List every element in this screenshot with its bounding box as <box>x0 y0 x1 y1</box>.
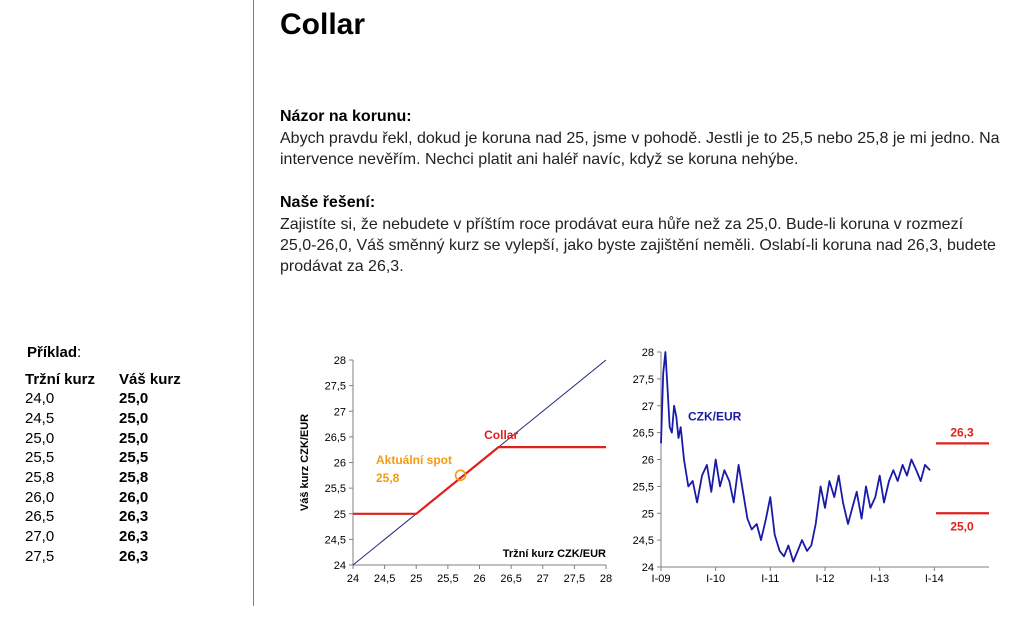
y-tick-label: 25 <box>333 508 346 521</box>
x-tick-label: I-12 <box>815 573 835 585</box>
table-row <box>25 527 205 547</box>
market-rate-cell: 25,0 <box>25 429 55 447</box>
view-heading: Názor na korunu: <box>280 108 412 125</box>
y-tick-label: 25 <box>641 508 654 521</box>
x-tick-label: I-13 <box>870 573 890 585</box>
example-label <box>27 344 81 361</box>
y-tick-label: 24 <box>641 562 654 574</box>
y-tick-label: 26,5 <box>632 427 654 440</box>
history-chart <box>624 340 1000 590</box>
market-rate-cell: 27,5 <box>25 547 55 565</box>
your-rate-cell: 25,8 <box>119 469 149 487</box>
y-tick-label: 26 <box>333 457 346 470</box>
solution-text: Zajistíte si, že nebudete v příštím roce prodávat eura hůře než za 25,0. Bude-li koruna v rozmezí 25,0-26,0, Váš směnný kurz se vylepší, jako byste zajištění neměli. Oslabí-li koruna nad 26,3, budete prodávat za 26,3. <box>280 216 996 275</box>
example-label-text: Příklad <box>27 344 78 361</box>
your-rate-cell: 26,3 <box>119 528 149 546</box>
y-tick-label: 24 <box>333 560 346 572</box>
x-tick-label: I-11 <box>761 573 780 585</box>
lower-reference-label: 25,0 <box>950 519 974 534</box>
table-row <box>25 507 205 527</box>
czk-eur-series-line <box>661 352 930 562</box>
page-title: Collar <box>280 8 366 41</box>
y-tick-label: 24,5 <box>632 535 654 548</box>
example-label-colon: : <box>77 344 82 361</box>
column-divider <box>253 0 254 606</box>
view-text: Abych pravdu řekl, dokud je koruna nad 25, jsme v pohodě. Jestli je to 25,5 nebo 25,8 je mi jedno. Na intervence nevěřím. Nechci platit ani haléř navíc, když se koruna nehýbe. <box>280 130 1000 168</box>
example-table-header <box>25 370 205 389</box>
x-tick-label: 24 <box>346 573 360 585</box>
header-your-rate: Váš kurz <box>119 371 181 388</box>
upper-reference-label: 26,3 <box>950 425 974 440</box>
market-rate-cell: 26,5 <box>25 508 55 526</box>
your-rate-cell: 26,3 <box>119 508 149 526</box>
x-tick-label: 26 <box>473 573 486 585</box>
x-tick-label: 27,5 <box>563 573 586 585</box>
solution-heading: Naše řešení: <box>280 194 376 211</box>
x-tick-label: I-09 <box>651 573 671 585</box>
x-tick-label: 27 <box>536 573 549 585</box>
y-tick-label: 27,5 <box>324 380 346 393</box>
market-rate-cell: 26,0 <box>25 488 55 506</box>
x-tick-label: 25,5 <box>437 573 459 585</box>
market-rate-cell: 27,0 <box>25 528 55 546</box>
table-row <box>25 547 205 567</box>
market-rate-cell: 24,5 <box>25 410 55 428</box>
table-row <box>25 428 205 448</box>
your-rate-cell: 25,5 <box>119 449 149 467</box>
y-tick-label: 27 <box>333 406 346 419</box>
table-row <box>25 409 205 429</box>
x-tick-label: I-10 <box>706 573 726 585</box>
spot-label: Aktuální spot <box>376 452 453 467</box>
your-rate-cell: 26,0 <box>119 488 149 506</box>
collar-label: Collar <box>484 428 519 443</box>
y-tick-label: 27,5 <box>632 373 654 386</box>
market-rate-cell: 25,5 <box>25 449 55 467</box>
table-row <box>25 389 205 409</box>
your-rate-cell: 25,0 <box>119 410 149 428</box>
y-tick-label: 26 <box>641 454 654 467</box>
y-tick-label: 25,5 <box>632 481 654 494</box>
x-tick-label: 25 <box>410 573 423 585</box>
market-rate-cell: 24,0 <box>25 390 55 408</box>
table-row <box>25 487 205 507</box>
payoff-chart <box>296 340 622 590</box>
y-tick-label: 28 <box>333 355 346 367</box>
y-tick-label: 24,5 <box>324 534 346 547</box>
x-tick-label: 26,5 <box>500 573 522 585</box>
example-table <box>25 370 205 566</box>
y-tick-label: 26,5 <box>324 431 346 444</box>
y-tick-label: 27 <box>641 400 654 413</box>
y-tick-label: 28 <box>641 347 654 359</box>
header-market-rate: Tržní kurz <box>25 371 96 388</box>
your-rate-cell: 25,0 <box>119 390 149 408</box>
x-axis-title: Tržní kurz CZK/EUR <box>502 548 606 560</box>
your-rate-cell: 25,0 <box>119 429 149 447</box>
y-axis-title: Váš kurz CZK/EUR <box>299 413 311 512</box>
x-tick-label: 28 <box>599 573 613 585</box>
spot-value: 25,8 <box>376 470 400 485</box>
your-rate-cell: 26,3 <box>119 547 149 565</box>
market-rate-cell: 25,8 <box>25 469 55 487</box>
series-label: CZK/EUR <box>688 409 742 424</box>
table-row <box>25 448 205 468</box>
x-tick-label: I-14 <box>924 573 944 585</box>
y-tick-label: 25,5 <box>324 483 346 496</box>
x-tick-label: 24,5 <box>373 573 396 585</box>
table-row <box>25 468 205 488</box>
